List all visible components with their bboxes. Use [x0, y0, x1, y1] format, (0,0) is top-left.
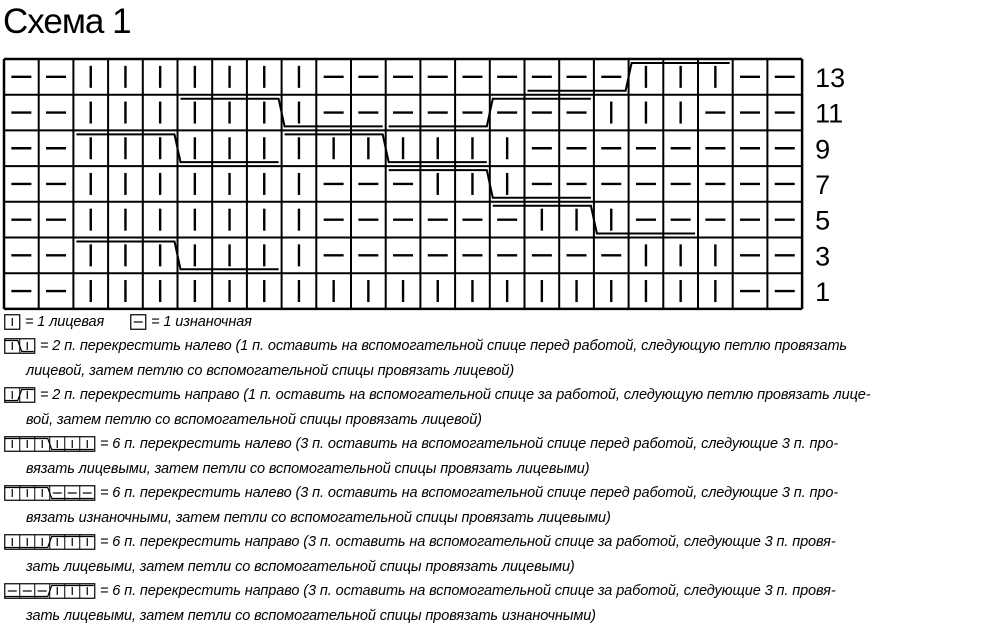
legend-item-c6r-purl-cont: зать лицевыми, затем петли со вспомогательной спицы провязать изнаночными)	[26, 608, 596, 624]
legend-item-text: = 6 п. перекрестить направо (3 п. оставить на вспомогательной спице за работой, следующие 3 п. провя-	[100, 534, 836, 550]
legend-item-c6r-knit	[4, 532, 836, 552]
cross-6-right-knit-icon	[4, 534, 96, 550]
knit-stitch-icon	[4, 314, 21, 330]
diagram-title: Схема 1	[3, 2, 131, 41]
legend-item-c6l-knit-cont: вязать лицевыми, затем петли со вспомогательной спицы провязать лицевыми)	[26, 461, 590, 477]
legend-item-c2r-cont: вой, затем петлю со вспомогательной спицы провязать лицевой)	[26, 412, 482, 428]
legend-knit-text: = 1 лицевая	[25, 314, 105, 330]
cross-2-right-icon	[4, 387, 36, 403]
legend-item-text: = 6 п. перекрестить налево (3 п. оставить на вспомогательной спице перед работой, следующие 3 п. про-	[100, 436, 839, 452]
purl-stitch-icon	[130, 314, 147, 330]
stitch-chart	[0, 0, 850, 312]
legend-item-c6r-knit-cont: зать лицевыми, затем петли со вспомогательной спицы провязать лицевыми)	[26, 559, 575, 575]
cross-6-right-purl-icon	[4, 583, 96, 599]
row-number: 1	[815, 277, 831, 308]
legend-item-c6l-knit	[4, 434, 838, 454]
legend-item-text: = 6 п. перекрестить налево (3 п. оставить на вспомогательной спице перед работой, следующие 3 п. про-	[100, 485, 839, 501]
legend-item-c6r-purl	[4, 581, 836, 601]
cross-2-left-icon	[4, 338, 36, 354]
legend-item-c6l-purl	[4, 483, 838, 503]
row-number: 3	[815, 241, 831, 272]
cross-6-left-knit-icon	[4, 436, 96, 452]
legend-item-c6l-purl-cont: вязать изнаночными, затем петли со вспомогательной спицы провязать лицевыми)	[26, 510, 611, 526]
row-number: 5	[815, 205, 831, 236]
legend-item-c2l	[4, 336, 847, 356]
legend-item-text: = 6 п. перекрестить направо (3 п. оставить на вспомогательной спице за работой, следующие 3 п. провя-	[100, 583, 836, 599]
row-number: 9	[815, 134, 831, 165]
legend-item-text: = 2 п. перекрестить налево (1 п. оставить на вспомогательной спице перед работой, следующую петлю провязать	[40, 338, 847, 354]
row-number: 7	[815, 169, 831, 200]
legend-item-text: = 2 п. перекрестить направо (1 п. оставить на вспомогательной спице за работой, следующую петлю провязать лице-	[40, 387, 871, 403]
cross-6-left-purl-icon	[4, 485, 96, 501]
row-number: 13	[815, 62, 846, 93]
row-number: 11	[815, 98, 844, 129]
legend-purl-text: = 1 изнаночная	[151, 314, 252, 330]
legend-item-c2l-cont: лицевой, затем петлю со вспомогательной спицы провязать лицевой)	[26, 363, 515, 379]
legend-item-c2r	[4, 385, 870, 405]
legend-basic	[4, 312, 252, 332]
